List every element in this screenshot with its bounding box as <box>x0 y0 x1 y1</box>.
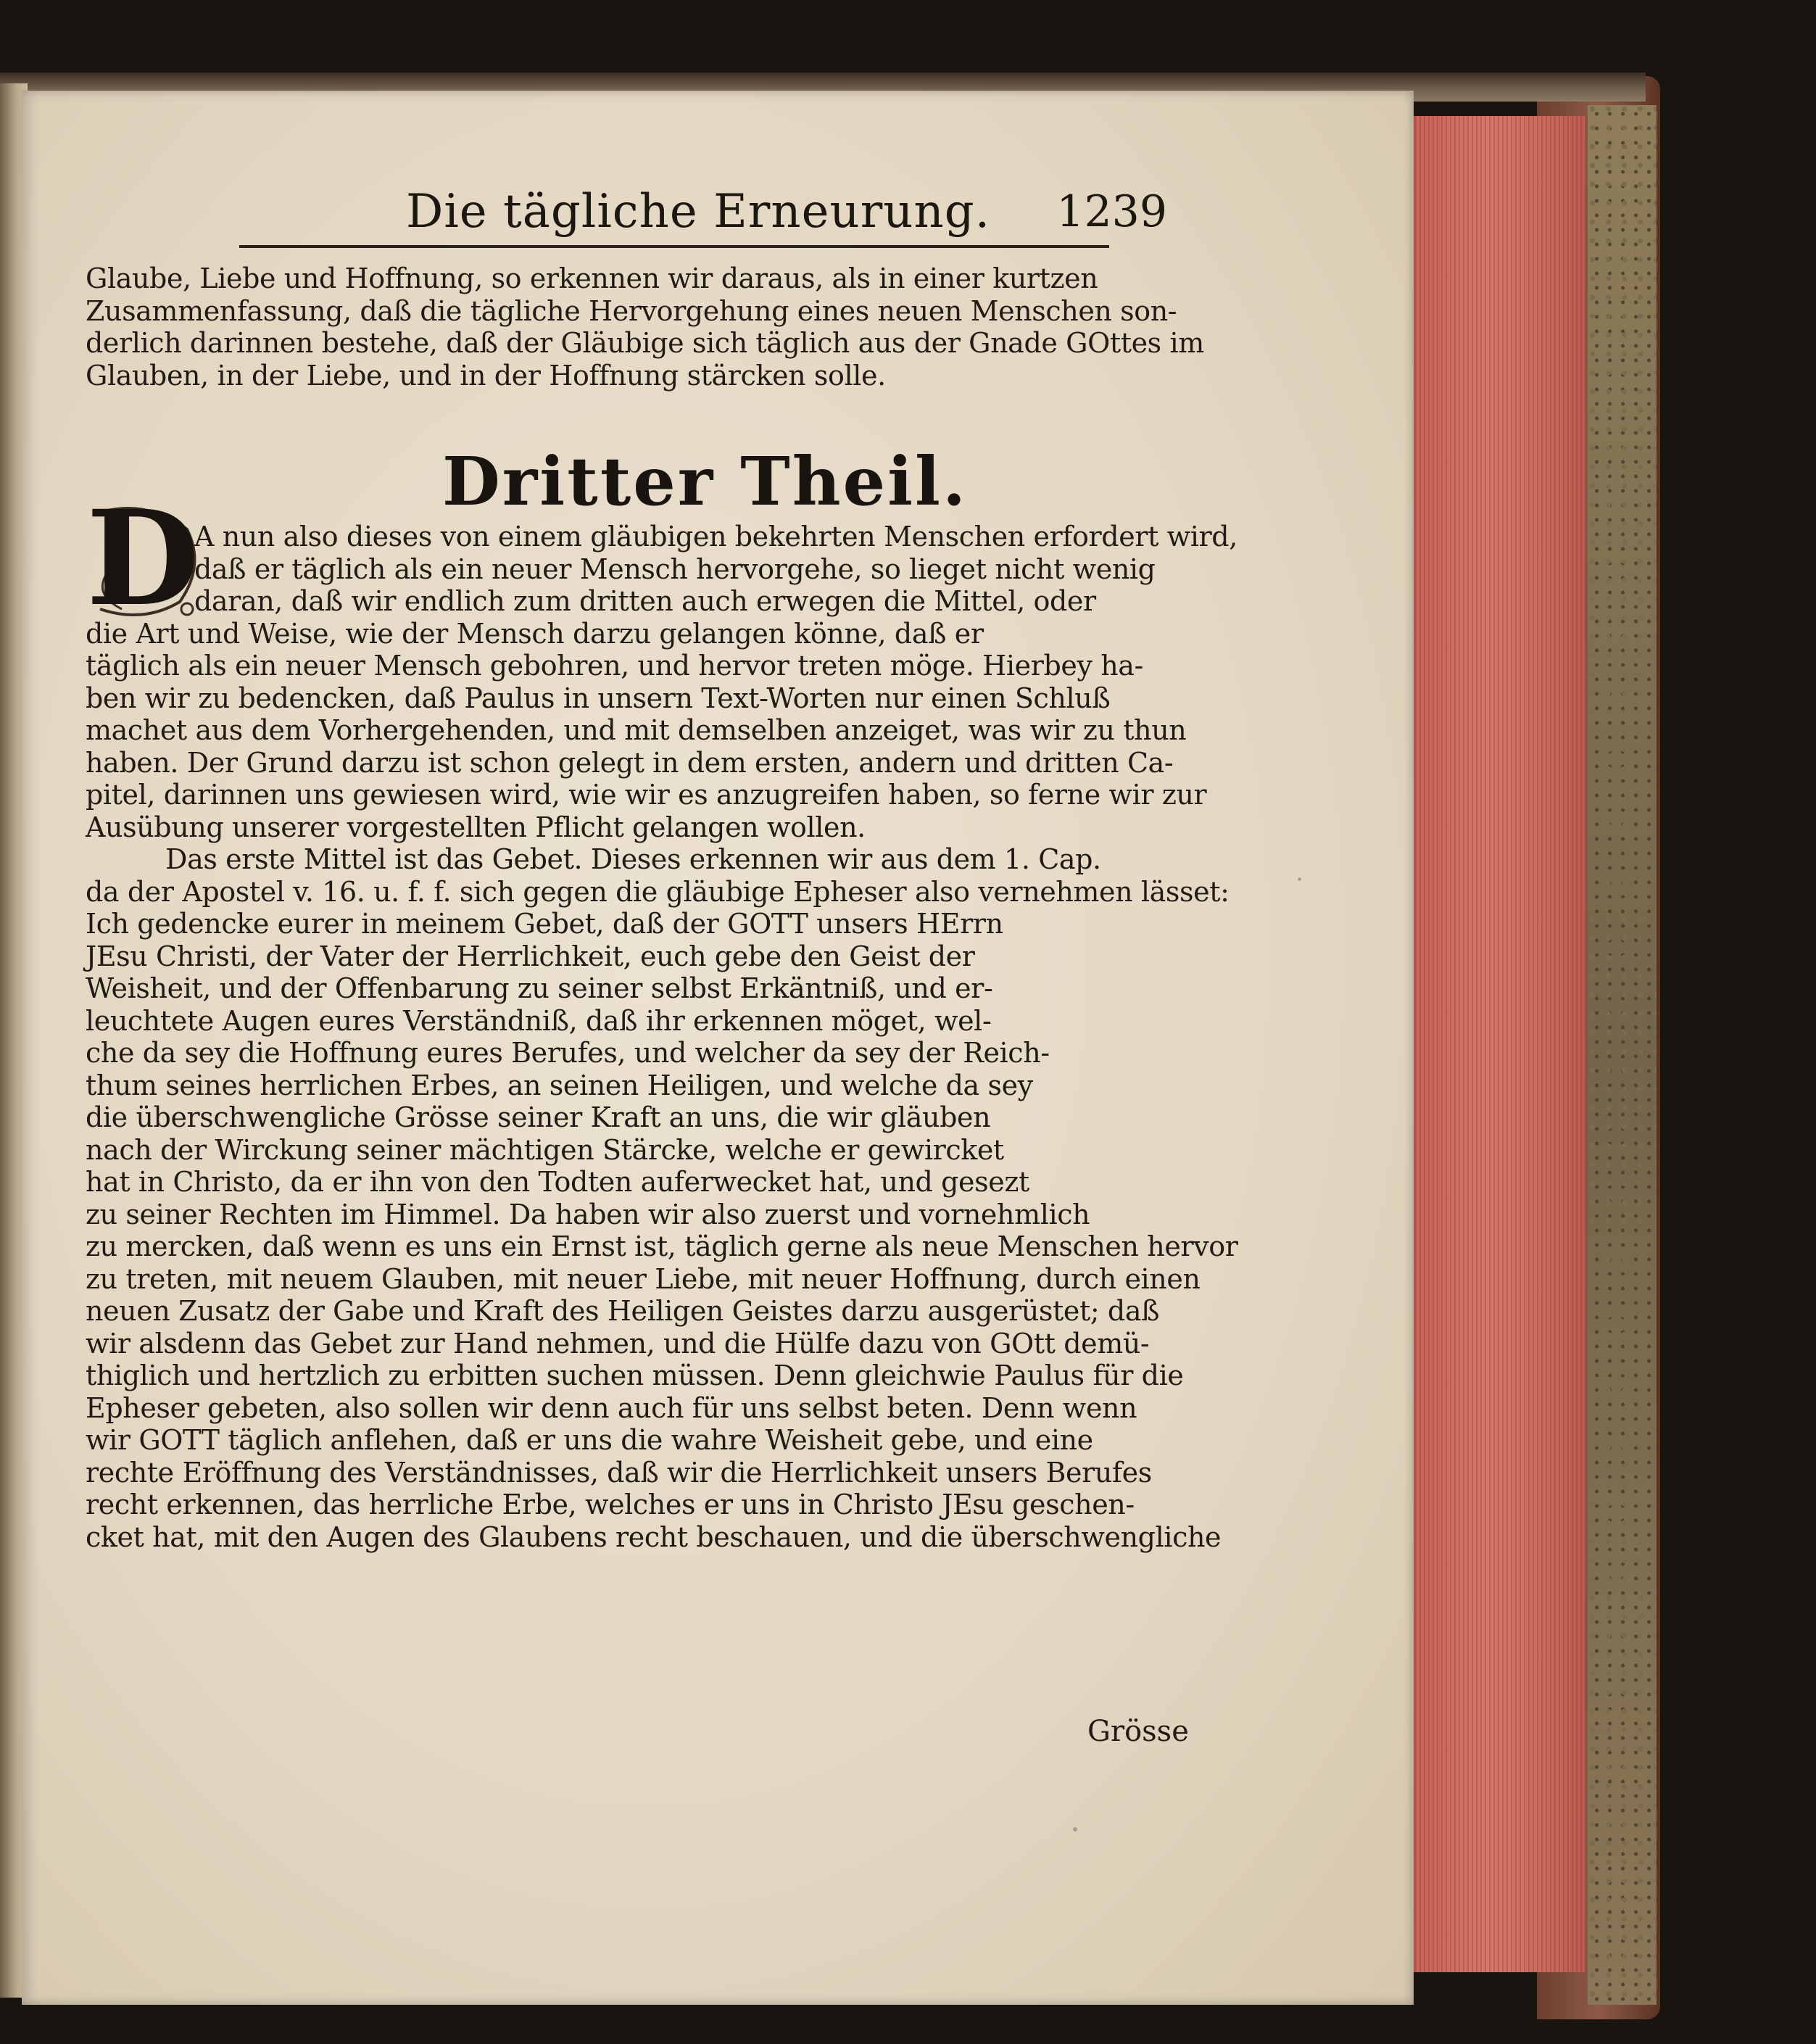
text-line: Glauben, in der Liebe, und in der Hoffnung stärcken solle. <box>86 359 886 392</box>
text-line: rechte Eröffnung des Verständnisses, daß wir die Herrlichkeit unsers Berufes <box>86 1456 1152 1489</box>
text-line: pitel, darinnen uns gewiesen wird, wie wir es anzugreifen haben, so ferne wir zur <box>86 779 1207 811</box>
text-line: haben. Der Grund darzu ist schon gelegt in dem ersten, andern und dritten Ca- <box>86 746 1174 779</box>
text-line: wir GOTT täglich anflehen, daß er uns die wahre Weisheit gebe, und eine <box>86 1424 1093 1456</box>
text-line: die überschwengliche Grösse seiner Kraft an uns, die wir gläuben <box>86 1101 991 1133</box>
running-head-title: Die tägliche Erneurung. <box>406 185 991 239</box>
marbled-cover-edge <box>1588 105 1657 2005</box>
opening-paragraph <box>86 262 1204 392</box>
catchword: Grösse <box>1087 1715 1189 1748</box>
text-line: zu mercken, daß wenn es uns ein Ernst ist, täglich gerne als neue Menschen hervor <box>86 1230 1238 1262</box>
text-line: leuchtete Augen eures Verständniß, daß ihr erkennen möget, wel- <box>86 1004 992 1037</box>
text-line: thum seines herrlichen Erbes, an seinen Heiligen, und welche da sey <box>86 1069 1033 1101</box>
text-line: daran, daß wir endlich zum dritten auch erwegen die Mittel, oder <box>194 585 1096 617</box>
text-line: nach der Wirckung seiner mächtigen Stärcke, welche er gewircket <box>86 1133 1004 1166</box>
red-fore-edge <box>1414 116 1585 1972</box>
text-line: wir alsdenn das Gebet zur Hand nehmen, und die Hülfe dazu von GOtt demü- <box>86 1327 1150 1360</box>
text-line: Weisheit, und der Offenbarung zu seiner selbst Erkäntniß, und er- <box>86 972 993 1004</box>
drop-cap-letter: D <box>86 482 200 635</box>
text-line: Glaube, Liebe und Hoffnung, so erkennen wir daraus, als in einer kurtzen <box>86 262 1098 294</box>
text-line: Ausübung unserer vorgestellten Pflicht gelangen wollen. <box>86 811 866 843</box>
text-line: täglich als ein neuer Mensch gebohren, und hervor treten möge. Hierbey ha- <box>86 650 1143 682</box>
text-line: derlich darinnen bestehe, daß der Gläubige sich täglich aus der Gnade GOttes im <box>86 327 1204 359</box>
page-number: 1239 <box>1056 186 1167 237</box>
text-line: da der Apostel v. 16. u. f. f. sich gegen die gläubige Epheser also vernehmen lässet: <box>86 875 1230 908</box>
text-line: daß er täglich als ein neuer Mensch hervorgehe, so lieget nicht wenig <box>194 553 1156 585</box>
text-line: Das erste Mittel ist das Gebet. Dieses erkennen wir aus dem 1. Cap. <box>165 843 1101 875</box>
section-body <box>86 521 1238 1553</box>
text-line: cket hat, mit den Augen des Glaubens recht beschauen, und die überschwengliche <box>86 1520 1222 1553</box>
text-line: zu seiner Rechten im Himmel. Da haben wir also zuerst und vornehmlich <box>86 1198 1090 1230</box>
section-heading: Dritter Theil. <box>442 442 969 521</box>
header-rule <box>239 245 1109 248</box>
text-line: che da sey die Hoffnung eures Berufes, und welcher da sey der Reich- <box>86 1037 1050 1069</box>
text-line: die Art und Weise, wie der Mensch darzu gelangen könne, daß er <box>86 617 984 650</box>
text-line: zu treten, mit neuem Glauben, mit neuer Liebe, mit neuer Hoffnung, durch einen <box>86 1262 1201 1295</box>
text-line: machet aus dem Vorhergehenden, und mit demselben anzeiget, was wir zu thun <box>86 714 1187 746</box>
running-head <box>101 185 1167 243</box>
paper-speck <box>1298 877 1301 881</box>
text-line: ben wir zu bedencken, daß Paulus in unsern Text-Worten nur einen Schluß <box>86 682 1111 714</box>
text-line: JEsu Christi, der Vater der Herrlichkeit, euch gebe den Geist der <box>86 940 975 972</box>
text-line: A nun also dieses von einem gläubigen bekehrten Menschen erfordert wird, <box>194 521 1237 553</box>
text-line: Zusammenfassung, daß die tägliche Hervorgehung eines neuen Menschen son- <box>86 294 1177 327</box>
paper-speck <box>906 1374 909 1377</box>
text-line: neuen Zusatz der Gabe und Kraft des Heiligen Geistes darzu ausgerüstet; daß <box>86 1295 1160 1327</box>
text-line: Epheser gebeten, also sollen wir denn auch für uns selbst beten. Denn wenn <box>86 1391 1137 1424</box>
text-line: Ich gedencke eurer in meinem Gebet, daß der GOTT unsers HErrn <box>86 908 1003 940</box>
text-line: recht erkennen, das herrliche Erbe, welches er uns in Christo JEsu geschen- <box>86 1489 1135 1520</box>
text-line: thiglich und hertzlich zu erbitten suchen müssen. Denn gleichwie Paulus für die <box>86 1360 1184 1391</box>
text-line: hat in Christo, da er ihn von den Todten auferwecket hat, und gesezt <box>86 1166 1029 1198</box>
paper-speck <box>1073 1827 1077 1832</box>
